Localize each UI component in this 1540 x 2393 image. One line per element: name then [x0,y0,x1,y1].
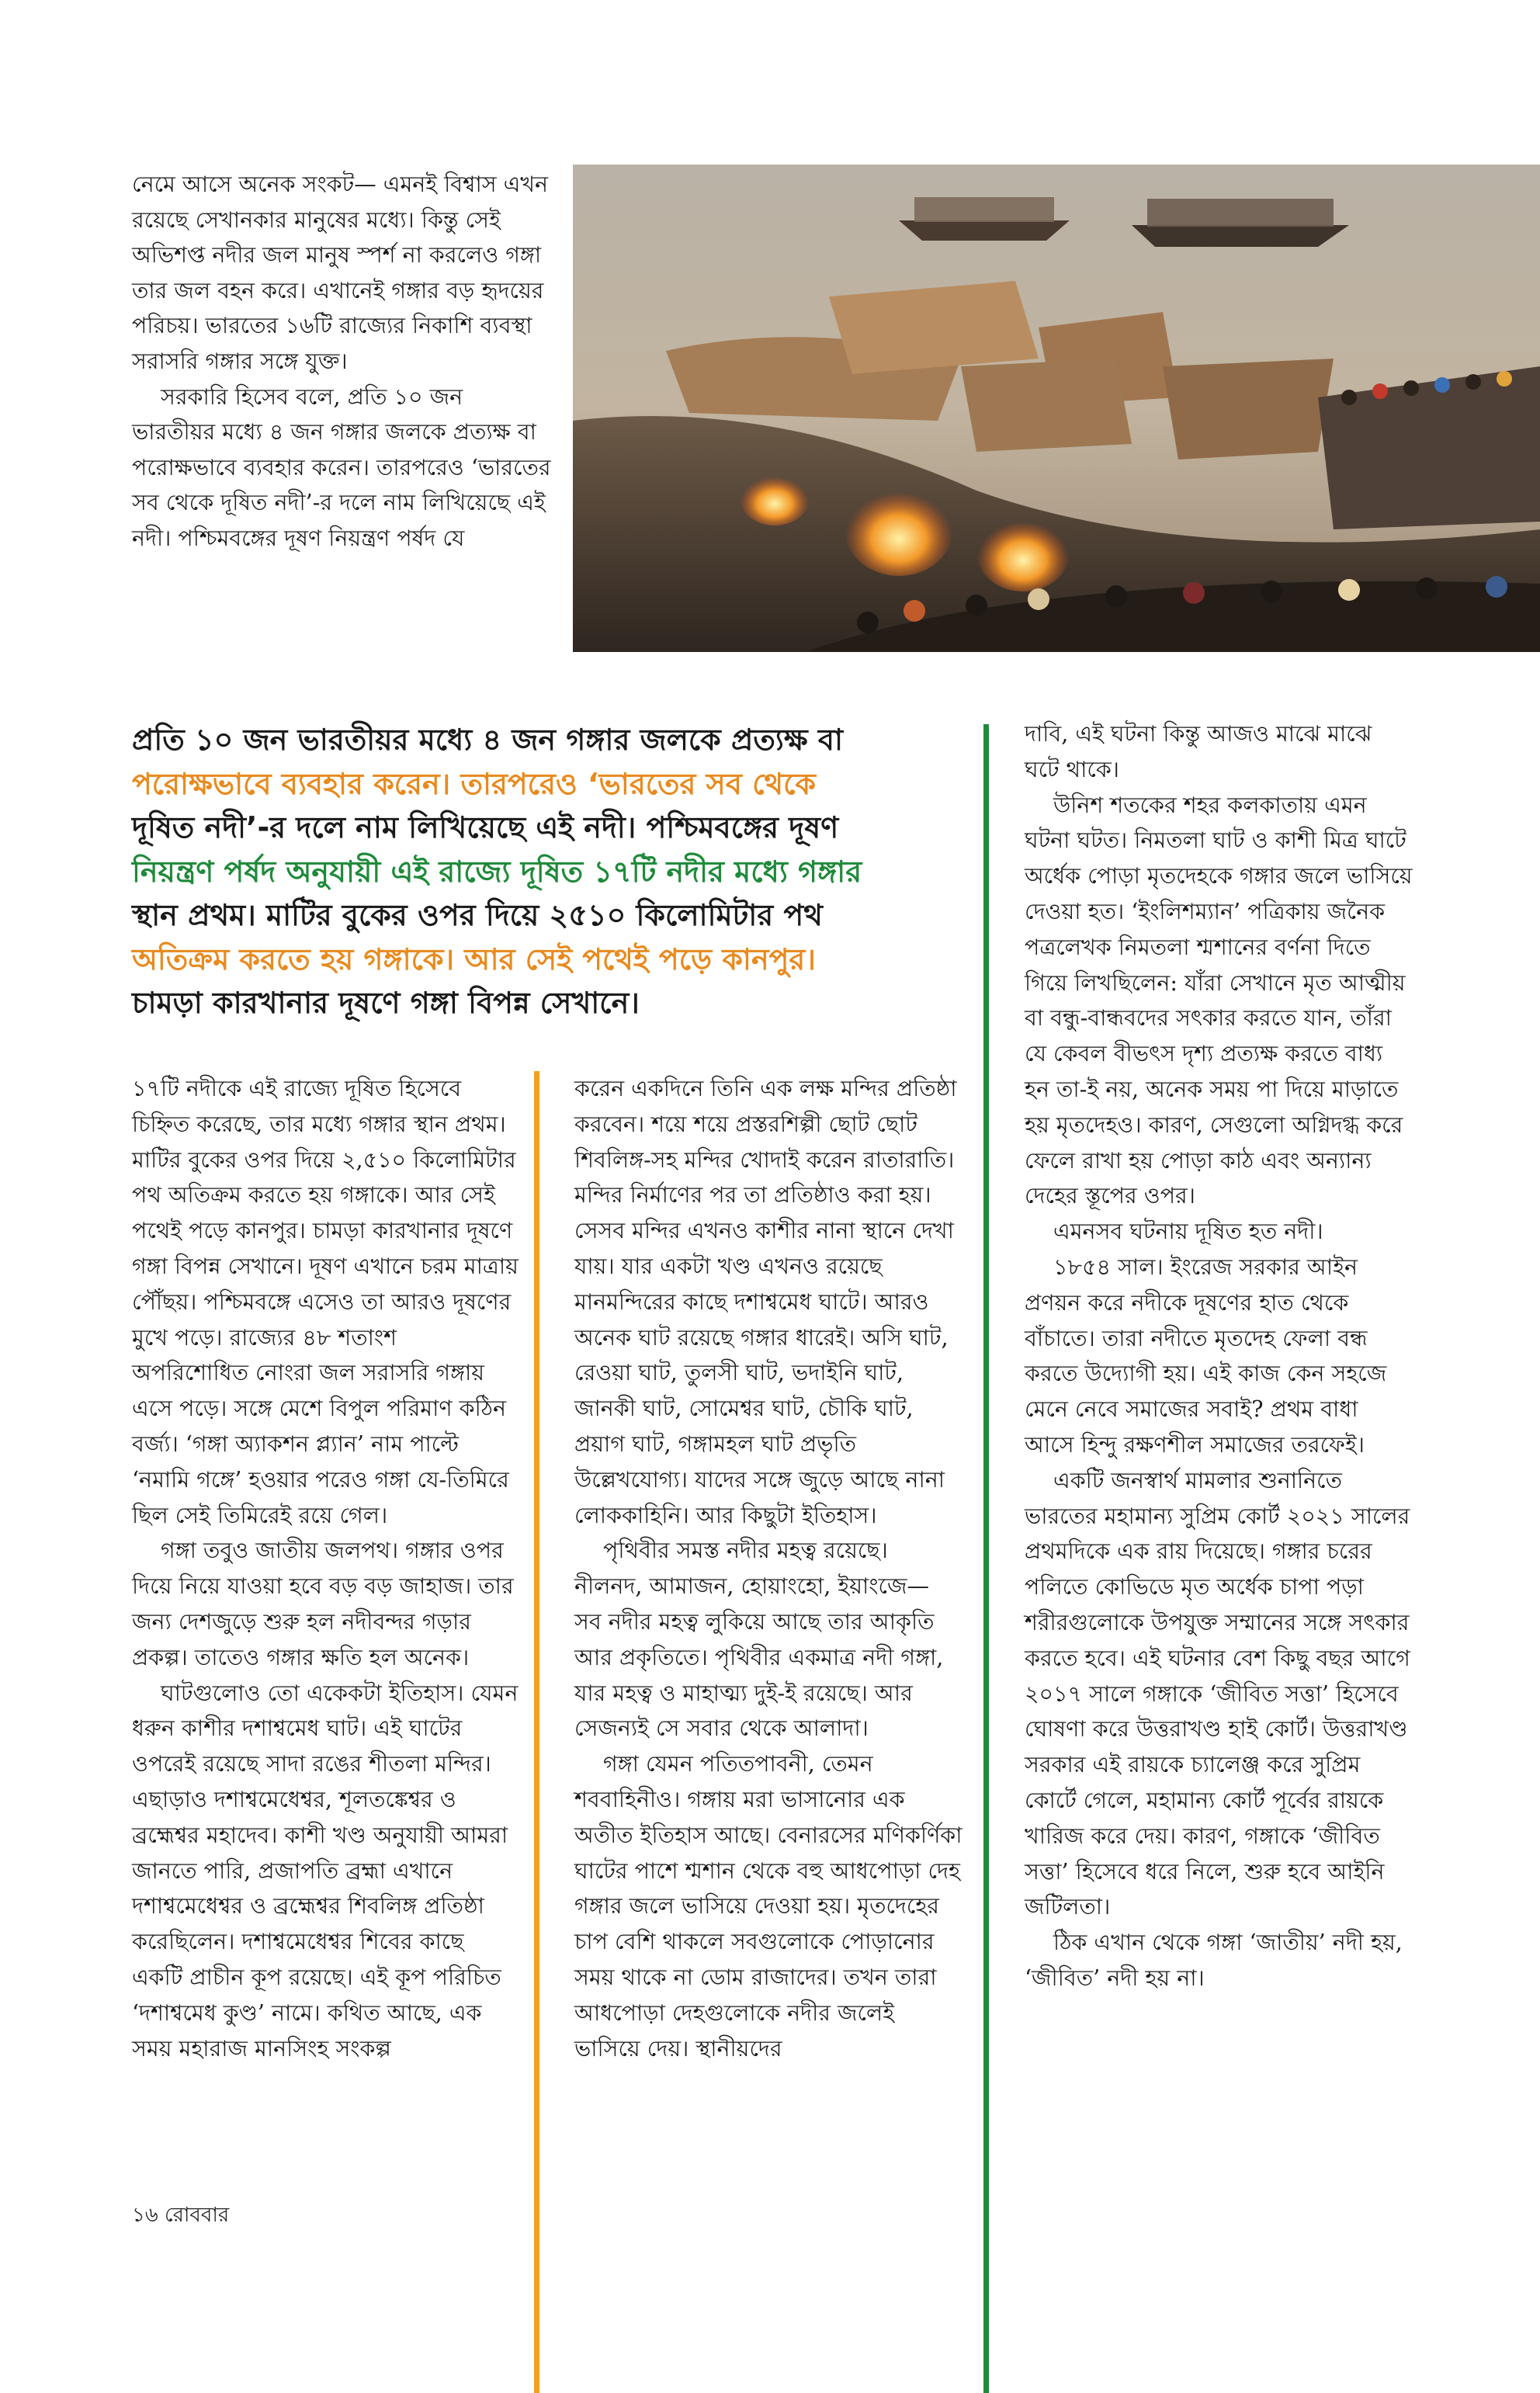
paragraph: পৃথিবীর সমস্ত নদীর মহত্ব রয়েছে। নীলনদ, আমাজন, হোয়াংহো, ইয়াংজে— সব নদীর মহত্ব লুকিয়ে আছে তার আকৃতি আর প্রকৃতিতে। পৃথিবীর একমাত্র নদী গঙ্গা, যার মহত্ব ও মাহাত্ম্য দুই-ই রয়েছে। আর সেজন্যই সে সবার থেকে আলাদা। [574,1538,944,1742]
ghat-photo-illustration [573,165,1540,652]
article-column-2 [574,1071,962,2066]
intro-paragraph-1: নেমে আসে অনেক সংকট— এমনই বিশ্বাস এখন রয়েছে সেখানকার মানুষের মধ্যে। কিন্তু সেই অভিশপ্ত নদীর জল মানুষ স্পর্শ না করলেও গঙ্গা তার জল বহন করে। এখানেই গঙ্গার বড় হৃদয়ের পরিচয়। ভারতের ১৬টি রাজ্যের নিকাশি ব্যবস্থা সরাসরি গঙ্গার সঙ্গে যুক্ত। [132,172,549,374]
crowd-right [1318,366,1540,529]
pull-quote-line: স্থান প্রথম। মাটির বুকের ওপর দিয়ে ২৫১০ কিলোমিটার পথ [132,898,823,932]
pull-quote [132,718,966,1025]
pull-quote-line: নিয়ন্ত্রণ পর্ষদ অনুযায়ী এই রাজ্যে দূষিত ১৭টি নদীর মধ্যে গঙ্গার [132,854,862,889]
article-column-3 [1025,716,1413,1996]
pull-quote-line: দূষিত নদী’-র দলে নাম লিখিয়েছে এই নদী। পশ্চিমবঙ্গের দূষণ [132,810,839,844]
pull-quote-line: প্রতি ১০ জন ভারতীয়র মধ্যে ৪ জন গঙ্গার জলকে প্রত্যক্ষ বা [132,723,844,757]
article-column-1 [132,1071,520,2066]
paragraph: গঙ্গা যেমন পতিতপাবনী, তেমন শববাহিনীও। গঙ্গায় মরা ভাসানোর এক অতীত ইতিহাস আছে। বেনারসের মণিকর্ণিকা ঘাটের পাশে শ্মশান থেকে বহু আধপোড়া দেহ গঙ্গার জলে ভাসিয়ে দেওয়া হয়। মৃতদেহের চাপ বেশি থাকলে সবগুলোকে পোড়ানোর সময় থাকে না ডোম রাজাদের। তখন তারা আধপোড়া দেহগুলোকে নদীর জলেই ভাসিয়ে দেয়। স্থানীয়দের [574,1751,962,2062]
pyre-fire-3 [740,471,810,525]
pull-quote-line: পরোক্ষভাবে ব্যবহার করেন। তারপরেও ‘ভারতের সব থেকে [132,766,816,801]
pull-quote-line: অতিক্রম করতে হয় গঙ্গাকে। আর সেই পথেই পড়ে কানপুর। [132,942,816,976]
paragraph: ঘাটগুলোও তো একেকটা ইতিহাস। যেমন ধরুন কাশীর দশাশ্বমেধ ঘাট। এই ঘাটের ওপরেই রয়েছে সাদা রঙের শীতলা মন্দির। এছাড়াও দশাশ্বমেধেশ্বর, শূলতঙ্কেশ্বর ও ব্রহ্মেশ্বর মহাদেব। কাশী খণ্ড অনুযায়ী আমরা জানতে পারি, প্রজাপতি ব্রহ্মা এখানে দশাশ্বমেধেশ্বর ও ব্রহ্মেশ্বর শিবলিঙ্গ প্রতিষ্ঠা করেছিলেন। দশাশ্বমেধেশ্বর শিবের কাছে একটি প্রাচীন কূপ রয়েছে। এই কূপ পরিচিত ‘দশাশ্বমেধ কুণ্ড’ নামে। কথিত আছে, এক সময় মহারাজ মানসিংহ সংকল্প [132,1680,519,2062]
boat-far-left [899,197,1070,241]
boat-far-right [1132,199,1349,247]
paragraph: ১৮৫৪ সাল। ইংরেজ সরকার আইন প্রণয়ন করে নদীকে দূষণের হাত থেকে বাঁচাতে। তারা নদীতে মৃতদেহ ফেলা বন্ধ করতে উদ্যোগী হয়। এই কাজ কেন সহজে মেনে নেবে সমাজের সবাই? প্রথম বাধা আসে হিন্দু রক্ষণশীল সমাজের তরফেই। [1025,1254,1387,1458]
intro-paragraph-2: সরকারি হিসেব বলে, প্রতি ১০ জন ভারতীয়র মধ্যে ৪ জন গঙ্গার জলকে প্রত্যক্ষ বা পরোক্ষভাবে ব্যবহার করেন। তারপরেও ‘ভারতের সব থেকে দূষিত নদী’-র দলে নাম লিখিয়েছে এই নদী। পশ্চিমবঙ্গের দূষণ নিয়ন্ত্রণ পর্ষদ যে [132,383,551,551]
paragraph: এমনসব ঘটনায় দূষিত হত নদী। [1053,1219,1323,1245]
intro-column [132,167,551,557]
paragraph: ১৭টি নদীকে এই রাজ্যে দূষিত হিসেবে চিহ্নিত করেছে, তার মধ্যে গঙ্গার স্থান প্রথম। মাটির বুকের ওপর দিয়ে ২,৫১০ কিলোমিটার পথ অতিক্রম করতে হয় গঙ্গাকে। আর সেই পথেই পড়ে কানপুর। চামড়া কারখানার দূষণে গঙ্গা বিপন্ন সেখানে। দূষণ এখানে চরম মাত্রায় পৌঁছয়। পশ্চিমবঙ্গে এসেও তা আরও দূষণের মুখে পড়ে। রাজ্যের ৪৮ শতাংশ অপরিশোধিত নোংরা জল সরাসরি গঙ্গায় এসে পড়ে। সঙ্গে মেশে বিপুল পরিমাণ কঠিন বর্জ্য। ‘গঙ্গা অ্যাকশন প্ল্যান’ নাম পাল্টে ‘নমামি গঙ্গে’ হওয়ার পরেও গঙ্গা যে-তিমিরে ছিল সেই তিমিরেই রয়ে গেল। [132,1076,519,1528]
page-footer: ১৬ রোববার [132,2204,230,2227]
paragraph: ঠিক এখান থেকে গঙ্গা ‘জাতীয়’ নদী হয়, ‘জীবিত’ নদী হয় না। [1025,1930,1403,1991]
pyre-fire-1 [845,483,953,576]
paragraph: উনিশ শতকের শহর কলকাতায় এমন ঘটনা ঘটত। নিমতলা ঘাট ও কাশী মিত্র ঘাটে অর্ধেক পোড়া মৃতদেহকে গঙ্গার জলে ভাসিয়ে দেওয়া হত। ‘ইংলিশম্যান’ পত্রিকায় জনৈক পত্রলেখক নিমতলা শ্মশানের বর্ণনা দিতে গিয়ে লিখছিলেন: যাঁরা সেখানে মৃত আত্মীয় বা বন্ধু-বান্ধবদের সৎকার করতে যান, তাঁরা যে কেবল বীভৎস দৃশ্য প্রত্যক্ষ করতে বাধ্য হন তা-ই নয়, অনেক সময় পা দিয়ে মাড়াতে হয় মৃতদেহও। কারণ, সেগুলো অগ্নিদগ্ধ করে ফেলে রাখা হয় পোড়া কাঠ এবং অন্যান্য দেহের স্তূপের ওপর। [1025,792,1413,1209]
paragraph: দাবি, এই ঘটনা কিন্তু আজও মাঝে মাঝে ঘটে থাকে। [1025,721,1372,782]
column-divider-green [983,724,989,2393]
pull-quote-line: চামড়া কারখানার দূষণে গঙ্গা বিপন্ন সেখানে। [132,986,640,1020]
paragraph: করেন একদিনে তিনি এক লক্ষ মন্দির প্রতিষ্ঠা করবেন। শয়ে শয়ে প্রস্তরশিল্পী ছোট ছোট শিবলিঙ্গ-সহ মন্দির খোদাই করেন রাতারাতি। মন্দির নির্মাণের পর তা প্রতিষ্ঠাও করা হয়। সেসব মন্দির এখনও কাশীর নানা স্থানে দেখা যায়। যার একটা খণ্ড এখনও রয়েছে মানমন্দিরের কাছে দশাশ্বমেধ ঘাটে। আরও অনেক ঘাট রয়েছে গঙ্গার ধারেই। অসি ঘাট, রেওয়া ঘাট, তুলসী ঘাট, ভদাইনি ঘাট, জানকী ঘাট, সোমেশ্বর ঘাট, চৌকি ঘাট, প্রয়াগ ঘাট, গঙ্গামহল ঘাট প্রভৃতি উল্লেখযোগ্য। যাদের সঙ্গে জুড়ে আছে নানা লোককাহিনি। আর কিছুটা ইতিহাস। [574,1076,957,1528]
paragraph: গঙ্গা তবুও জাতীয় জলপথ। গঙ্গার ওপর দিয়ে নিয়ে যাওয়া হবে বড় বড় জাহাজ। তার জন্য দেশজুড়ে শুরু হল নদীবন্দর গড়ার প্রকল্প। তাতেও গঙ্গার ক্ষতি হল অনেক। [132,1538,514,1670]
pyre-fire-2 [976,514,1070,591]
column-divider-orange [534,1071,539,2393]
ghat-photo [573,165,1540,652]
paragraph: একটি জনস্বার্থ মামলার শুনানিতে ভারতের মহামান্য সুপ্রিম কোর্ট ২০২১ সালের প্রথমদিকে এক রায় দিয়েছে। গঙ্গার চরের পলিতে কোভিডে মৃত অর্ধেক চাপা পড়া শরীরগুলোকে উপযুক্ত সম্মানের সঙ্গে সৎকার করতে হবে। এই ঘটনার বেশ কিছু বছর আগে ২০১৭ সালে গঙ্গাকে ‘জীবিত সত্তা’ হিসেবে ঘোষণা করে উত্তরাখণ্ড হাই কোর্ট। উত্তরাখণ্ড সরকার এই রায়কে চ্যালেঞ্জ করে সুপ্রিম কোর্টে গেলে, মহামান্য কোর্ট পূর্বের রায়কে খারিজ করে দেয়। কারণ, গঙ্গাকে ‘জীবিত সত্তা’ হিসেবে ধরে নিলে, শুরু হবে আইনি জটিলতা। [1025,1467,1410,1920]
